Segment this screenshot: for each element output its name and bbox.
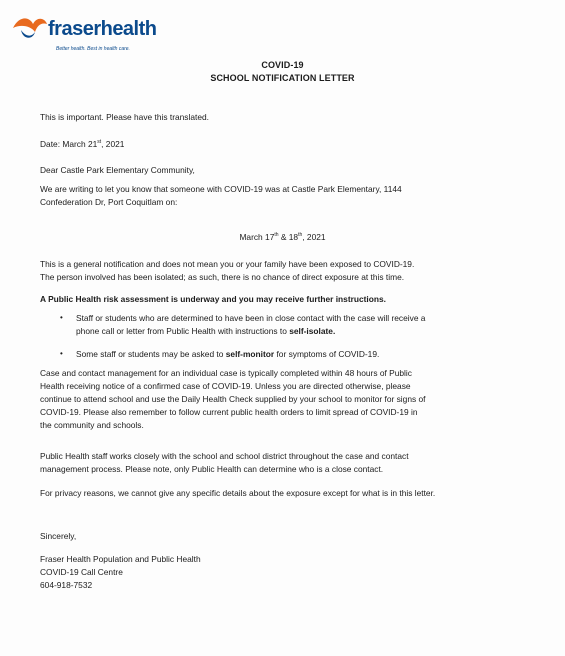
notice-paragraph: We are writing to let you know that someone with COVID-19 was at Castle Park Elementary, 1144 Confederation Dr, Port Coquitlam on:	[40, 184, 402, 207]
logo-wordmark: fraserhealth	[48, 18, 157, 40]
heading-title: SCHOOL NOTIFICATION LETTER	[210, 73, 355, 83]
intro-text: This is important. Please have this translated.	[40, 112, 209, 122]
privacy-text: For privacy reasons, we cannot give any specific details about the exposure except for what is in this letter.	[40, 488, 436, 498]
bullet-self-monitor: Some staff or students may be asked to self-monitor for symptoms of COVID-19.	[76, 349, 380, 359]
logo-mark-icon	[11, 14, 49, 42]
assessment-text: A Public Health risk assessment is underway and you may receive further instructions.	[40, 294, 386, 304]
general-paragraph: This is a general notification and does not mean you or your family have been exposed to COVID-19. The person involved has been isolated; as such, there is no chance of direct exposure at this time.	[40, 259, 415, 282]
greeting: Dear Castle Park Elementary Community,	[40, 165, 195, 175]
management-paragraph: Case and contact management for an individual case is typically completed within 48 hours of Public Health receiving notice of a confirmed case of COVID-19. Unless you are directed otherwise, please continue to attend school and use the Daily Health Check supplied by your school to monitor for signs of COVID-19. Please also remember to follow current public health orders to limit spread of COVID-19 in the community and schools.	[40, 368, 426, 430]
signature-block: Fraser Health Population and Public Health COVID-19 Call Centre 604-918-7532	[40, 554, 201, 590]
heading-covid: COVID-19	[261, 60, 304, 70]
staff-paragraph: Public Health staff works closely with the school and school district throughout the case and contact management process. Please note, only Public Health can determine who is a close contact.	[40, 451, 409, 474]
bullet-self-isolate: Staff or students who are determined to have been in close contact with the case will receive a phone call or letter from Public Health with instructions to self-isolate.	[76, 313, 426, 336]
closing: Sincerely,	[40, 531, 77, 541]
date-line: Date: March 21st, 2021	[40, 139, 125, 149]
exposure-dates: March 17th & 18th, 2021	[239, 232, 326, 242]
bullet-dot: •	[60, 313, 63, 322]
fraserhealth-logo	[11, 12, 157, 56]
bullet-dot: •	[60, 349, 63, 358]
logo-tagline: Better health. Best in health care.	[56, 46, 130, 52]
